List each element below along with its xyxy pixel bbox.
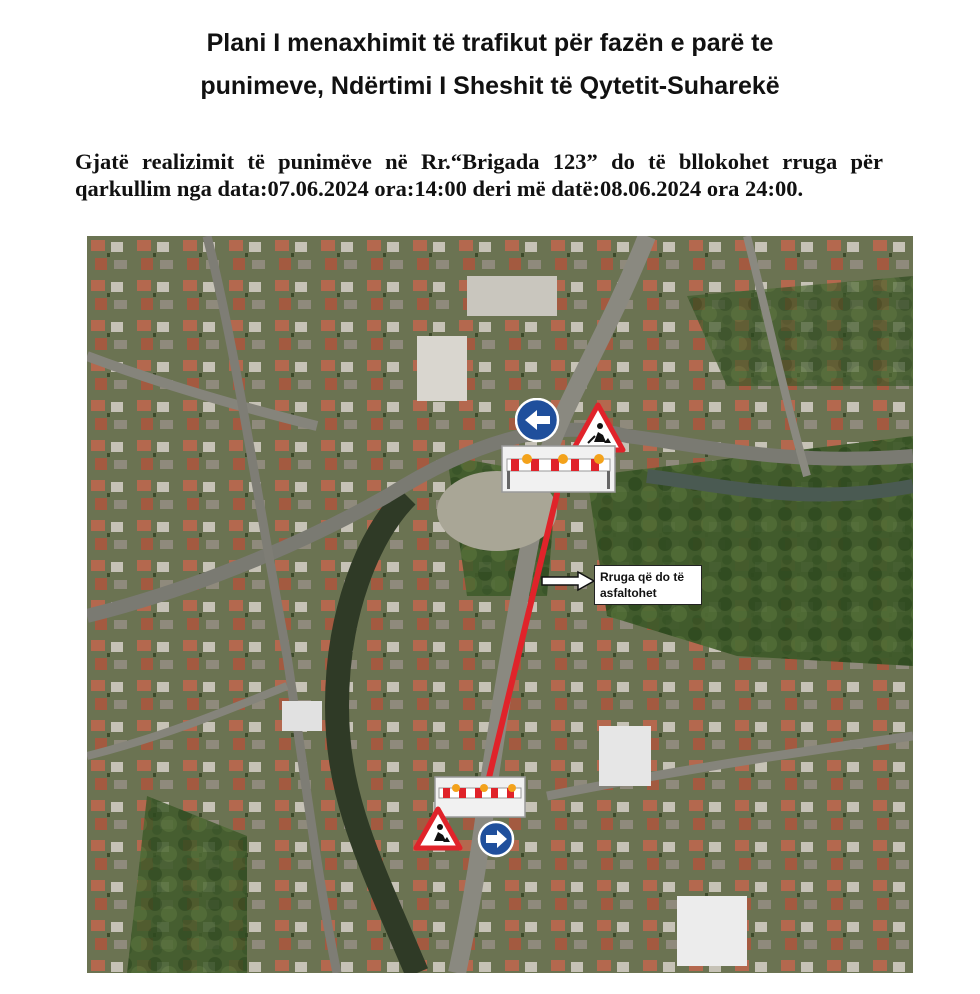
keep-right-sign-icon [477, 820, 515, 858]
roadworks-warning-sign-icon [413, 806, 463, 852]
road-barrier-icon [501, 445, 616, 493]
title-line-2: punimeve, Ndërtimi I Sheshit të Qytetit-Suharekë [200, 72, 780, 100]
closed-road-route [87, 236, 913, 973]
outline-arrow-icon [540, 570, 596, 592]
page-title [80, 22, 900, 108]
closure-notice: Gjatë realizimit të punimëve në Rr.“Brigada 123” do të bllokohet rruga për qarkullim nga data:07.06.2024 ora:14:00 deri më datë:08.06.2024 ora 24:00. [75, 149, 883, 201]
closed-road-line [481, 494, 557, 811]
title-line-1: Plani I menaxhimit të trafikut për fazën e parë te [206, 29, 774, 57]
road-to-be-paved-label: Rruga që do të asfaltohet [594, 565, 702, 605]
aerial-map [87, 236, 913, 973]
